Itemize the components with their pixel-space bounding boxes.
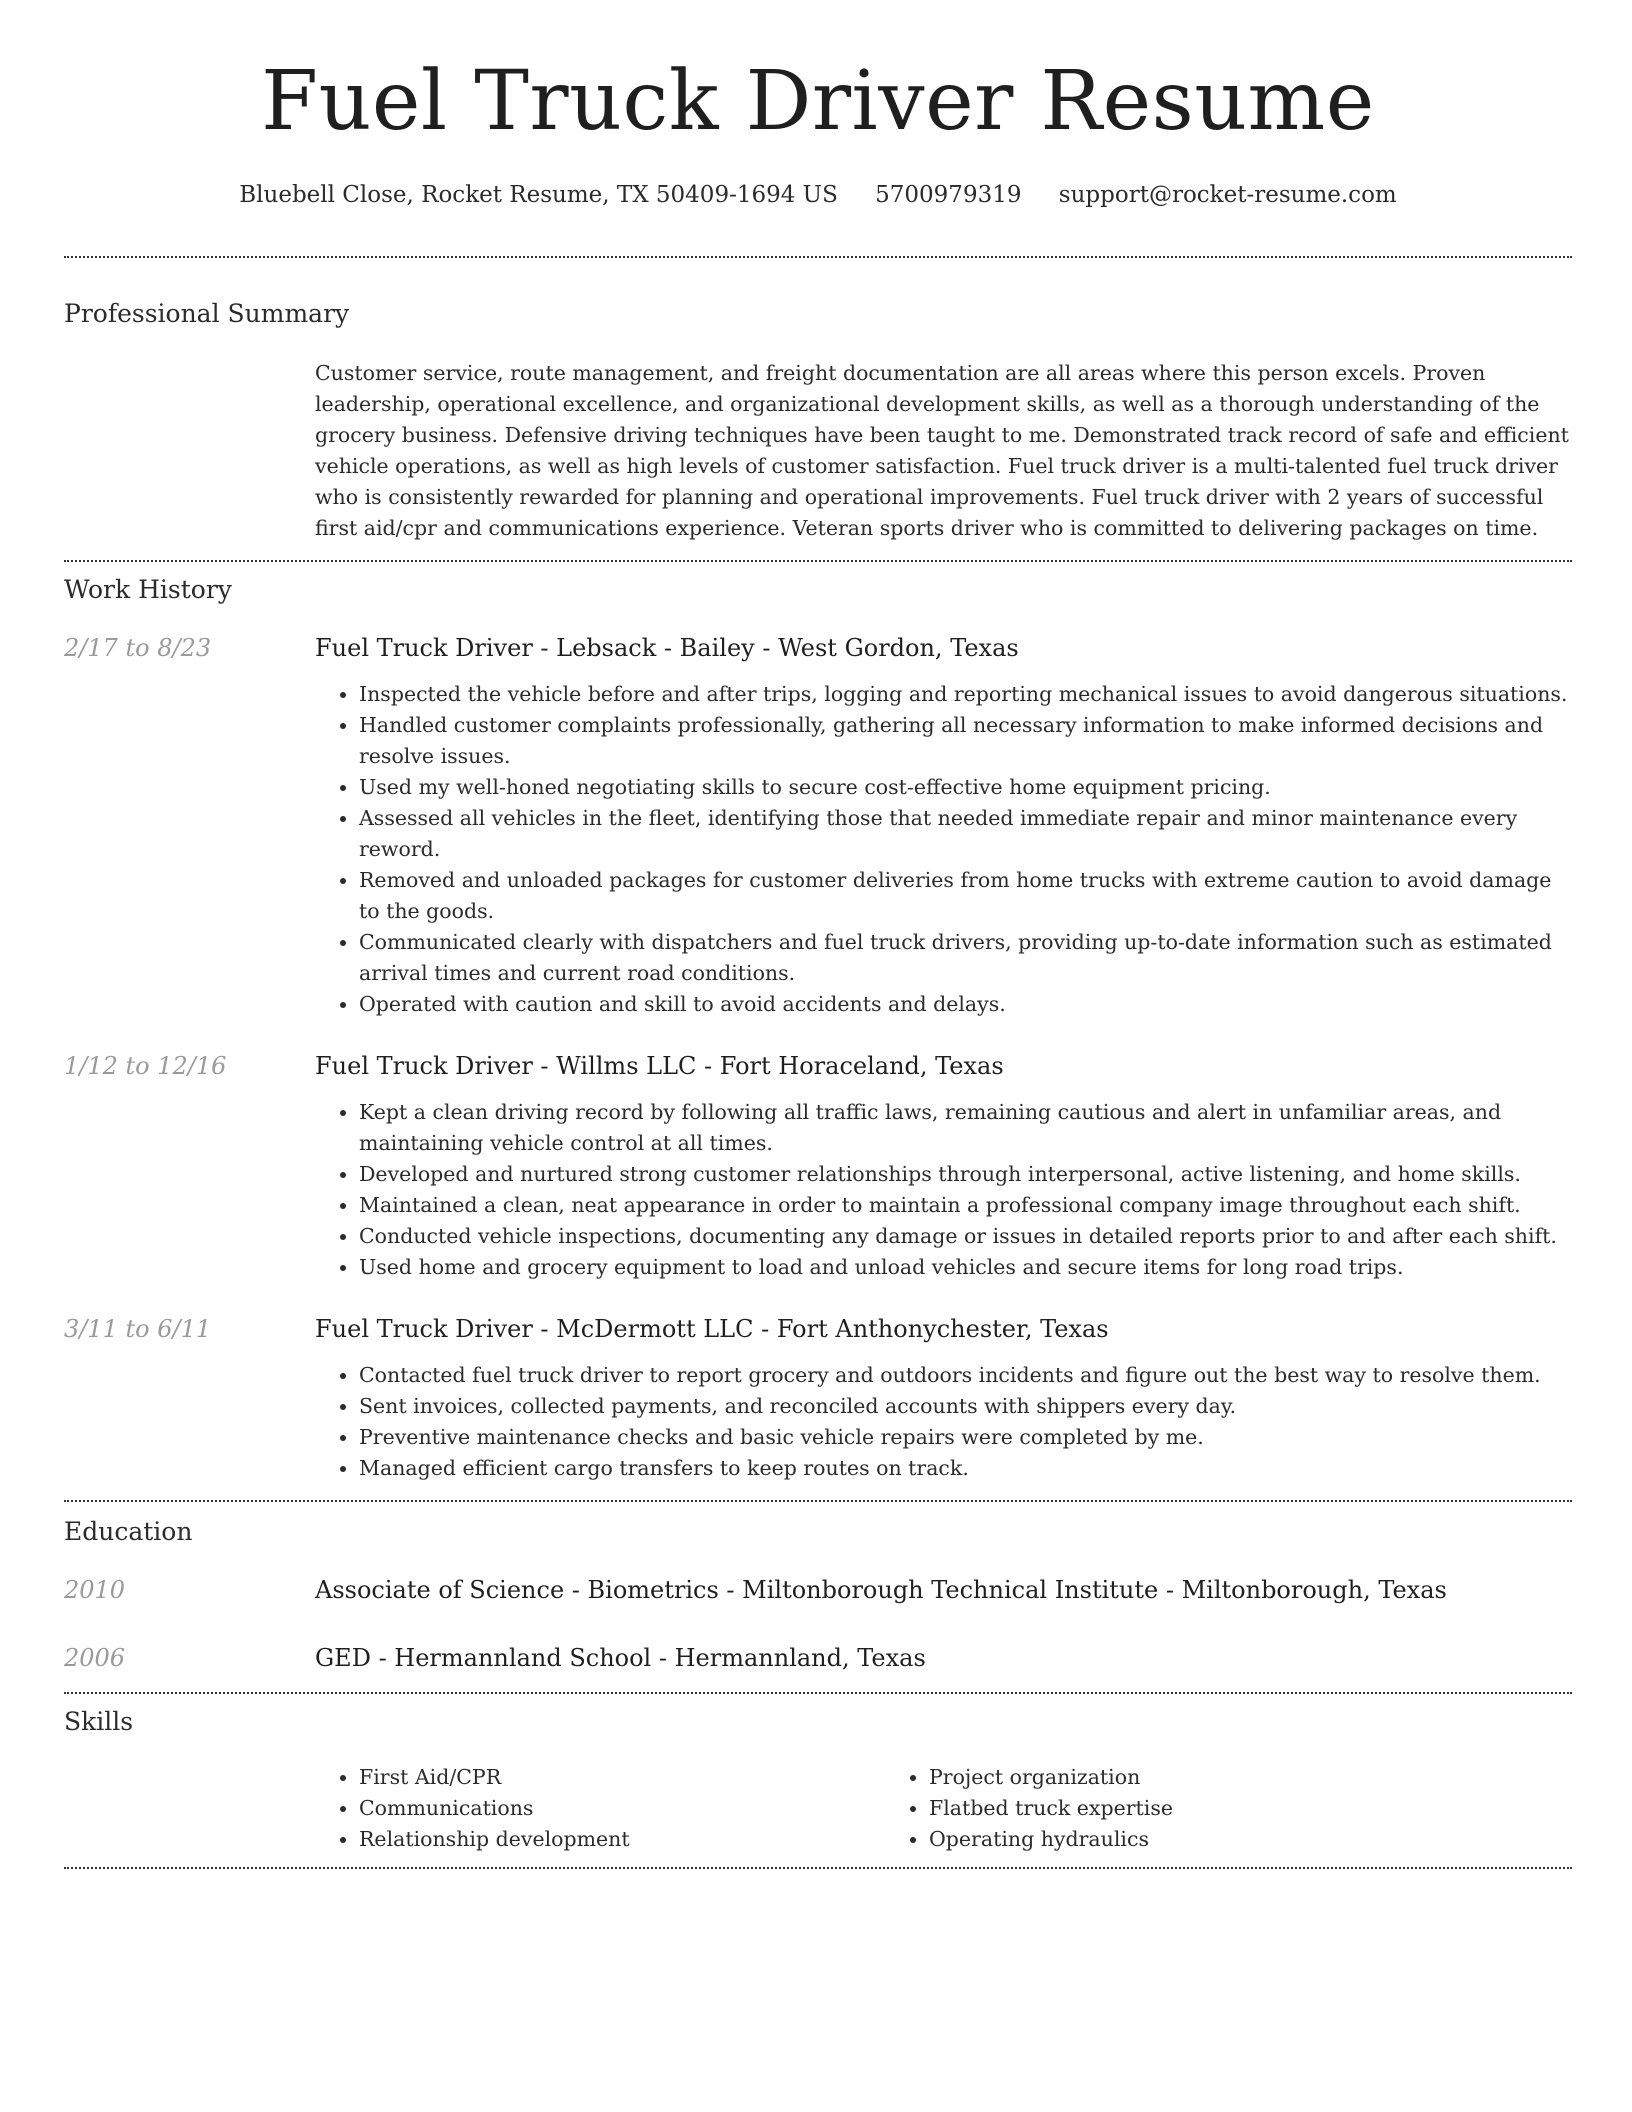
section-title-summary: Professional Summary <box>64 299 350 328</box>
divider <box>64 256 1572 258</box>
work-heading: Fuel Truck Driver - McDermott LLC - Fort Anthonychester, Texas <box>315 1315 1109 1343</box>
contact-line <box>64 180 1572 210</box>
work-bullet: • Sent invoices, collected payments, and reconciled accounts with shippers every day. <box>359 1391 1572 1422</box>
skill-item: • Flatbed truck expertise <box>929 1793 1455 1824</box>
divider <box>64 1692 1572 1694</box>
work-bullet: • Communicated clearly with dispatchers and fuel truck drivers, providing up-to-date information such as estimated arrival times and current road conditions. <box>359 927 1572 989</box>
work-bullets <box>315 1360 1572 1484</box>
work-heading: Fuel Truck Driver - Lebsack - Bailey - West Gordon, Texas <box>315 634 1019 662</box>
education-date: 2006 <box>64 1644 126 1672</box>
work-bullet: • Removed and unloaded packages for customer deliveries from home trucks with extreme caution to avoid damage to the goods. <box>359 865 1572 927</box>
work-bullet: • Kept a clean driving record by following all traffic laws, remaining cautious and alert in unfamiliar areas, and maintaining vehicle control at all times. <box>359 1097 1572 1159</box>
divider <box>64 1867 1572 1869</box>
education-entry <box>64 1574 1572 1606</box>
work-entry <box>64 1313 1572 1484</box>
skill-item: • First Aid/CPR <box>359 1762 885 1793</box>
work-entry <box>64 632 1572 1020</box>
skill-item: • Relationship development <box>359 1824 885 1855</box>
work-date: 3/11 to 6/11 <box>64 1315 212 1343</box>
education-entry <box>64 1642 1572 1674</box>
skills-list <box>315 1762 1572 1855</box>
work-entry-body <box>315 1313 1572 1484</box>
skill-item: • Project organization <box>929 1762 1455 1793</box>
work-bullet: • Managed efficient cargo transfers to keep routes on track. <box>359 1453 1572 1484</box>
work-bullet: • Maintained a clean, neat appearance in order to maintain a professional company image throughout each shift. <box>359 1190 1572 1221</box>
work-bullets <box>315 1097 1572 1283</box>
divider <box>64 560 1572 562</box>
resume-title: Fuel Truck Driver Resume <box>261 54 1375 149</box>
contact-email: support@rocket-resume.com <box>1058 182 1397 208</box>
skills-column-left <box>315 1762 885 1855</box>
work-entry-body <box>315 632 1572 1020</box>
work-date: 1/12 to 12/16 <box>64 1052 227 1080</box>
education-heading: Associate of Science - Biometrics - Miltonborough Technical Institute - Miltonborough, Texas <box>315 1576 1447 1604</box>
skills-column-right <box>885 1762 1455 1855</box>
work-bullet: • Used my well-honed negotiating skills to secure cost-effective home equipment pricing. <box>359 772 1572 803</box>
work-bullets <box>315 679 1572 1020</box>
summary-text: Customer service, route management, and freight documentation are all areas where this person excels. Proven leadership, operational excellence, and organizational development skills, as well as a thorough understanding of the grocery business. Defensive driving techniques have been taught to me. Demonstrated track record of safe and efficient vehicle operations, as well as high levels of customer satisfaction. Fuel truck driver is a multi-talented fuel truck driver who is consistently rewarded for planning and operational improvements. Fuel truck driver with 2 years of successful first aid/cpr and communications experience. Veteran sports driver who is committed to delivering packages on time. <box>315 361 1569 540</box>
contact-address: Bluebell Close, Rocket Resume, TX 50409-1694 US <box>239 182 838 208</box>
work-bullet: • Operated with caution and skill to avoid accidents and delays. <box>359 989 1572 1020</box>
work-bullet: • Contacted fuel truck driver to report grocery and outdoors incidents and figure out the best way to resolve them. <box>359 1360 1572 1391</box>
divider <box>64 1500 1572 1502</box>
work-bullet: • Conducted vehicle inspections, documenting any damage or issues in detailed reports prior to and after each shift. <box>359 1221 1572 1252</box>
education-heading: GED - Hermannland School - Hermannland, Texas <box>315 1644 926 1672</box>
work-heading: Fuel Truck Driver - Willms LLC - Fort Horaceland, Texas <box>315 1052 1004 1080</box>
work-bullet: • Assessed all vehicles in the fleet, identifying those that needed immediate repair and minor maintenance every reword. <box>359 803 1572 865</box>
skill-item: • Operating hydraulics <box>929 1824 1455 1855</box>
skill-item: • Communications <box>359 1793 885 1824</box>
section-title-work: Work History <box>64 575 232 604</box>
work-bullet: • Used home and grocery equipment to load and unload vehicles and secure items for long road trips. <box>359 1252 1572 1283</box>
work-bullet: • Inspected the vehicle before and after trips, logging and reporting mechanical issues to avoid dangerous situations. <box>359 679 1572 710</box>
work-date: 2/17 to 8/23 <box>64 634 212 662</box>
section-title-education: Education <box>64 1517 193 1546</box>
section-title-skills: Skills <box>64 1707 134 1736</box>
work-bullet: • Preventive maintenance checks and basic vehicle repairs were completed by me. <box>359 1422 1572 1453</box>
education-date: 2010 <box>64 1576 126 1604</box>
work-bullet: • Handled customer complaints professionally, gathering all necessary information to make informed decisions and resolve issues. <box>359 710 1572 772</box>
work-entry <box>64 1050 1572 1283</box>
work-bullet: • Developed and nurtured strong customer relationships through interpersonal, active listening, and home skills. <box>359 1159 1572 1190</box>
contact-phone: 5700979319 <box>875 182 1022 208</box>
work-entry-body <box>315 1050 1572 1283</box>
